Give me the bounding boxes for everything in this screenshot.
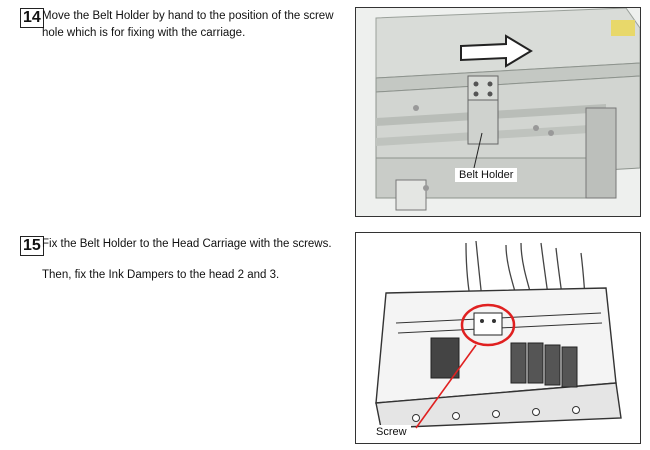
step-14 — [20, 8, 350, 48]
belt-holder-illustration — [356, 8, 640, 216]
belt-holder-label: Belt Holder — [455, 168, 517, 182]
step-15-instructions — [42, 236, 332, 284]
belt-holder-figure — [355, 7, 641, 217]
step-14-instructions — [42, 8, 334, 42]
step-number-15: 15 — [20, 236, 44, 256]
step-15-line-2: Then, fix the Ink Dampers to the head 2 and 3. — [42, 269, 280, 281]
step-14-line-2: hole which is for fixing with the carriage. — [42, 27, 246, 39]
step-14-line-1: Move the Belt Holder by hand to the position of the screw — [42, 10, 334, 22]
screw-label: Screw — [372, 425, 411, 439]
step-15-line-1: Fix the Belt Holder to the Head Carriage with the screws. — [42, 238, 332, 250]
head-carriage-illustration — [356, 233, 640, 443]
screw-figure — [355, 232, 641, 444]
step-15 — [20, 236, 350, 286]
step-number-14: 14 — [20, 8, 44, 28]
